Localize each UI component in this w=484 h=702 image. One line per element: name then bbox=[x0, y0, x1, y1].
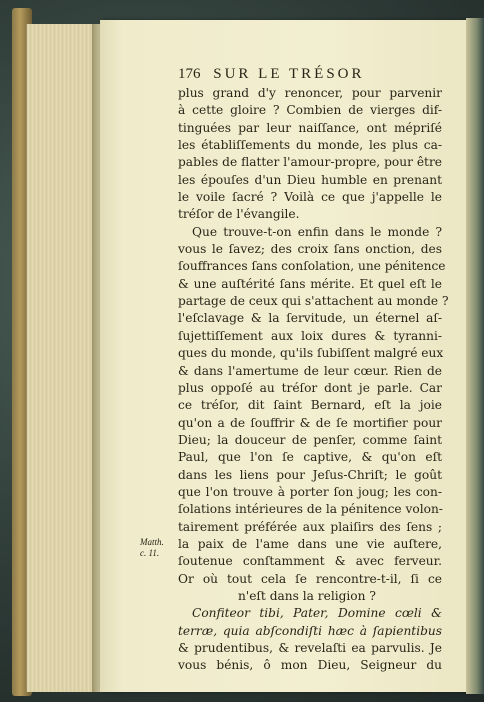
body-line: ce tréſor, dit ſaint Bernard, eſt la joie bbox=[178, 398, 442, 413]
body-line: partage de ceux qui s'attachent au monde ? bbox=[178, 294, 449, 309]
page-stack bbox=[26, 24, 101, 692]
body-line: le voile ſacré ? Voilà ce que j'appelle le bbox=[178, 190, 442, 205]
body-line: tairement préférée aux plaiſirs des ſens ; bbox=[178, 519, 442, 534]
running-title: SUR LE TRÉSOR bbox=[213, 66, 365, 82]
body-line: les établiſſements du monde, les plus ca- bbox=[178, 138, 442, 153]
page-body-text bbox=[178, 85, 449, 675]
body-line: Dieu; la douceur de penſer, comme ſaint bbox=[178, 432, 442, 447]
body-line: Paul, que l'on ſe captive, & qu'on eſt bbox=[178, 450, 442, 465]
body-line: que l'on trouve à porter ſon joug; les con- bbox=[178, 484, 442, 499]
body-line: à cette gloire ? Combien de vierges dif- bbox=[178, 103, 442, 118]
body-line: n'eſt dans la religion ? bbox=[238, 588, 376, 603]
body-line: la paix de l'ame dans une vie auſtere, bbox=[178, 536, 442, 551]
body-line: Que trouve-t-on enfin dans le monde ? bbox=[192, 224, 442, 239]
body-line: ſujettiſſement aux loix dures & tyranni- bbox=[178, 328, 442, 343]
body-line: ſouffrances ſans conſolation, une pénitence bbox=[178, 259, 446, 274]
body-line: ques du monde, qu'ils ſubiſſent malgré eux bbox=[178, 346, 444, 361]
body-line: ſoutenue conſtamment & avec ferveur. bbox=[178, 554, 442, 569]
body-line: les épouſes d'un Dieu humble en prenant bbox=[178, 172, 442, 187]
margin-note-reference bbox=[140, 537, 164, 559]
body-line: vous le ſavez; des croix ſans onction, des bbox=[178, 242, 442, 257]
margin-note-line: Matth. bbox=[140, 537, 164, 547]
body-line: tinguées par leur naiſſance, ont mépriſé bbox=[178, 120, 442, 135]
page-number: 176 bbox=[178, 66, 201, 82]
latin-quote-line: terræ, quia abſcondiſti hæc à ſapientibus bbox=[178, 623, 442, 638]
latin-quote-line: Confiteor tibi, Pater, Domine cœli & bbox=[192, 606, 442, 621]
body-line: tréſor de l'évangile. bbox=[178, 207, 300, 222]
page-right-edge bbox=[466, 18, 484, 694]
body-line: & dans l'amertume de leur cœur. Rien de bbox=[178, 363, 442, 378]
body-line: dans les liens pour Jeſus-Chriſt; le goût bbox=[178, 467, 442, 482]
body-line: vous bénis, ô mon Dieu, Seigneur du bbox=[178, 658, 442, 673]
body-line: qu'on a de ſouffrir & de ſe mortifier pour bbox=[178, 415, 442, 430]
body-line: & prudentibus, & revelaſti ea parvulis. Je bbox=[178, 641, 442, 655]
body-line: ſolations intérieures de la pénitence volon- bbox=[178, 502, 443, 517]
body-line: l'eſclavage & la ſervitude, un éternel aſ- bbox=[178, 311, 442, 326]
body-line: plus oppoſé au tréſor dont je parle. Car bbox=[178, 380, 442, 395]
margin-note-line: c. 11. bbox=[140, 548, 160, 558]
body-line: pables de flatter l'amour-propre, pour être bbox=[178, 155, 442, 170]
body-line: Or où tout cela ſe rencontre-t-il, ſi ce bbox=[178, 571, 442, 586]
body-line: & une auſtérité ſans mérite. Et quel eſt le bbox=[178, 276, 442, 291]
running-head bbox=[178, 66, 365, 83]
body-line: plus grand d'y renoncer, pour parvenir bbox=[178, 86, 442, 100]
